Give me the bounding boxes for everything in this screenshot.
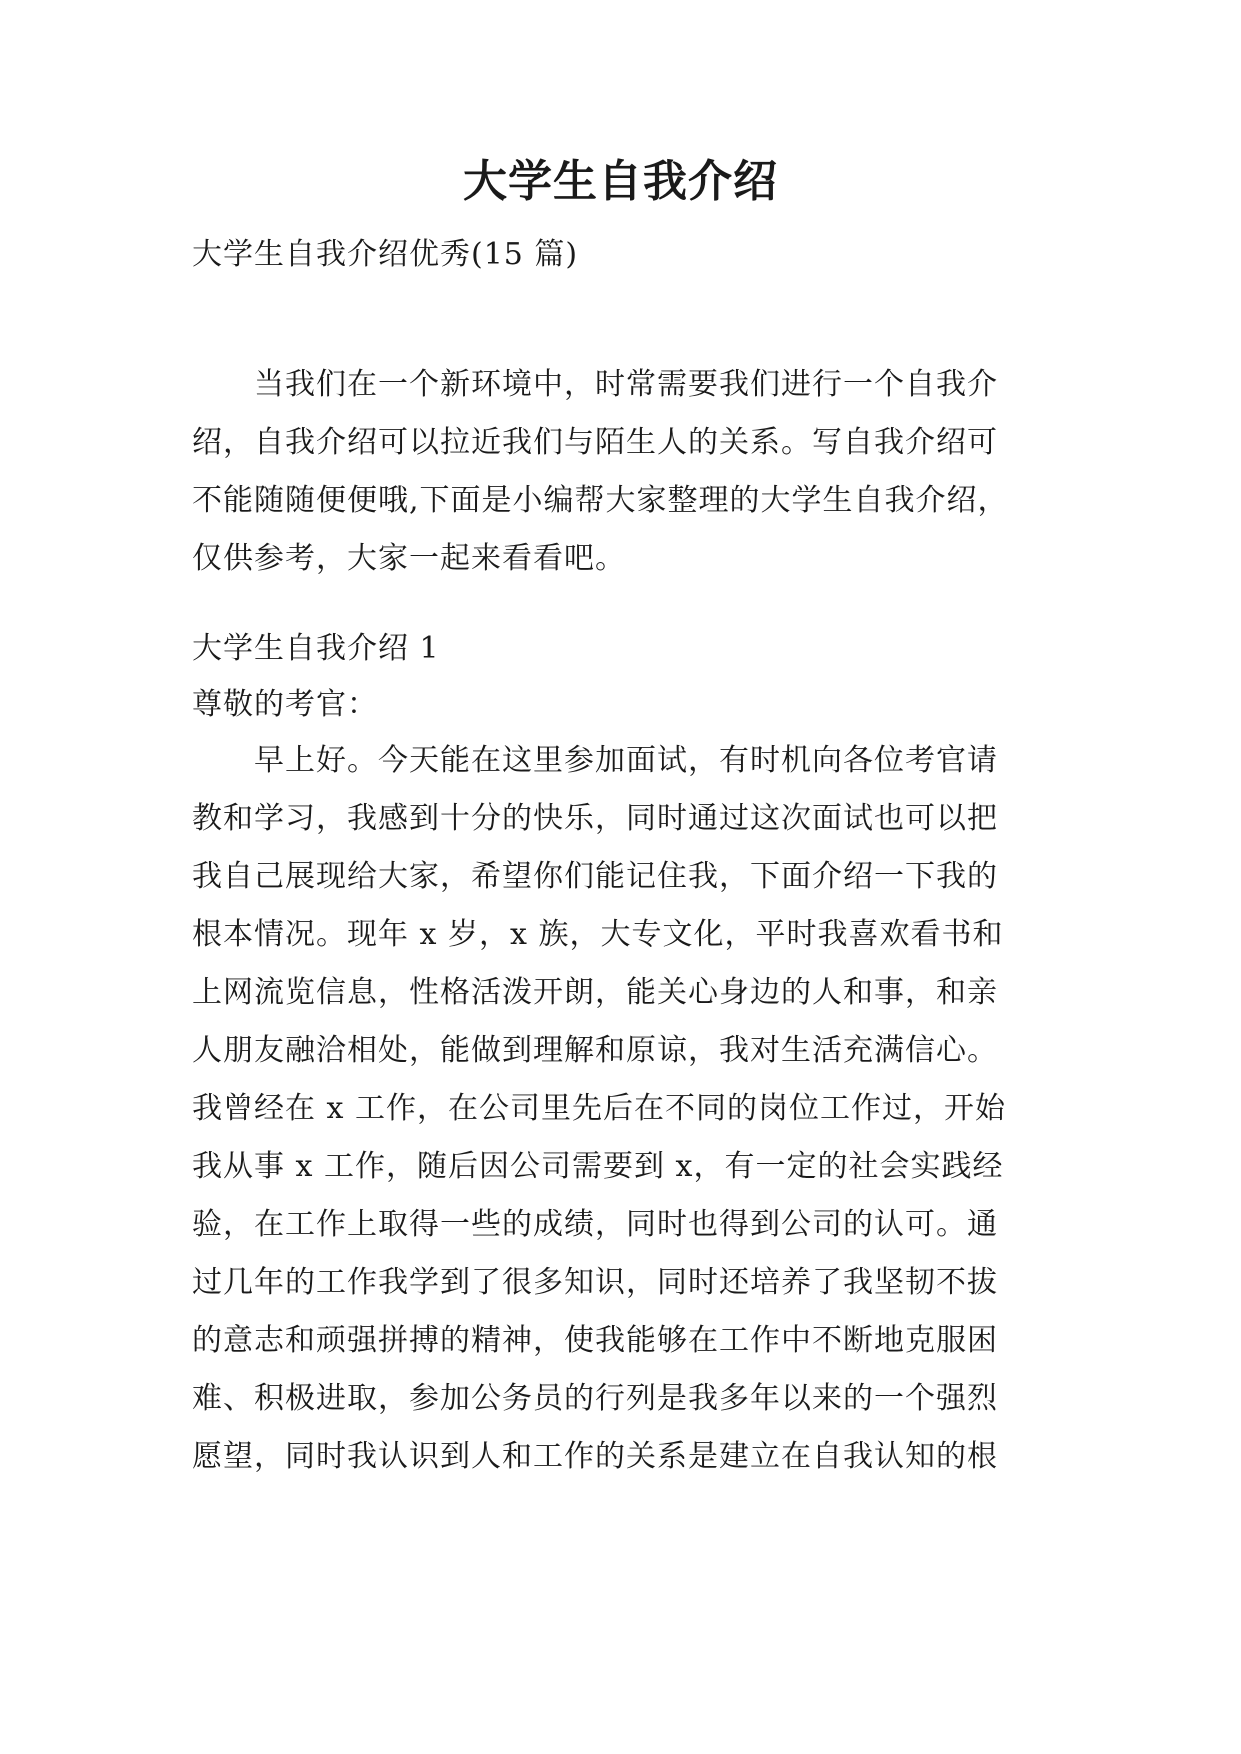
body-line: 难、积极进取，参加公务员的行列是我多年以来的一个强烈 (192, 1381, 998, 1416)
intro-line: 不能随随便便哦,下面是小编帮大家整理的大学生自我介绍， (192, 483, 1009, 518)
body-line: 我从事 x 工作，随后因公司需要到 x，有一定的社会实践经 (192, 1149, 1004, 1184)
body-line: 过几年的工作我学到了很多知识，同时还培养了我坚韧不拔 (192, 1265, 998, 1300)
document-subtitle: 大学生自我介绍优秀(15 篇) (192, 237, 579, 272)
intro-line: 仅供参考，大家一起来看看吧。 (192, 541, 626, 576)
body-line: 我自己展现给大家，希望你们能记住我，下面介绍一下我的 (192, 859, 998, 894)
body-line: 人朋友融洽相处，能做到理解和原谅，我对生活充满信心。 (192, 1033, 998, 1068)
body-line: 教和学习，我感到十分的快乐，同时通过这次面试也可以把 (192, 801, 998, 836)
section-heading: 大学生自我介绍 1 (192, 631, 440, 666)
body-line: 我曾经在 x 工作，在公司里先后在不同的岗位工作过，开始 (192, 1091, 1006, 1126)
body-line: 的意志和顽强拼搏的精神，使我能够在工作中不断地克服困 (192, 1323, 998, 1358)
body-line: 上网流览信息，性格活泼开朗，能关心身边的人和事，和亲 (192, 975, 998, 1010)
intro-line: 当我们在一个新环境中，时常需要我们进行一个自我介 (254, 367, 998, 402)
intro-line: 绍，自我介绍可以拉近我们与陌生人的关系。写自我介绍可 (192, 425, 998, 460)
body-line: 根本情况。现年 x 岁，x 族，大专文化，平时我喜欢看书和 (192, 917, 1004, 952)
body-line: 早上好。今天能在这里参加面试，有时机向各位考官请 (254, 743, 998, 778)
salutation: 尊敬的考官： (192, 687, 378, 722)
body-line: 验，在工作上取得一些的成绩，同时也得到公司的认可。通 (192, 1207, 998, 1242)
document-title: 大学生自我介绍 (463, 156, 778, 207)
body-line: 愿望，同时我认识到人和工作的关系是建立在自我认知的根 (192, 1439, 998, 1474)
